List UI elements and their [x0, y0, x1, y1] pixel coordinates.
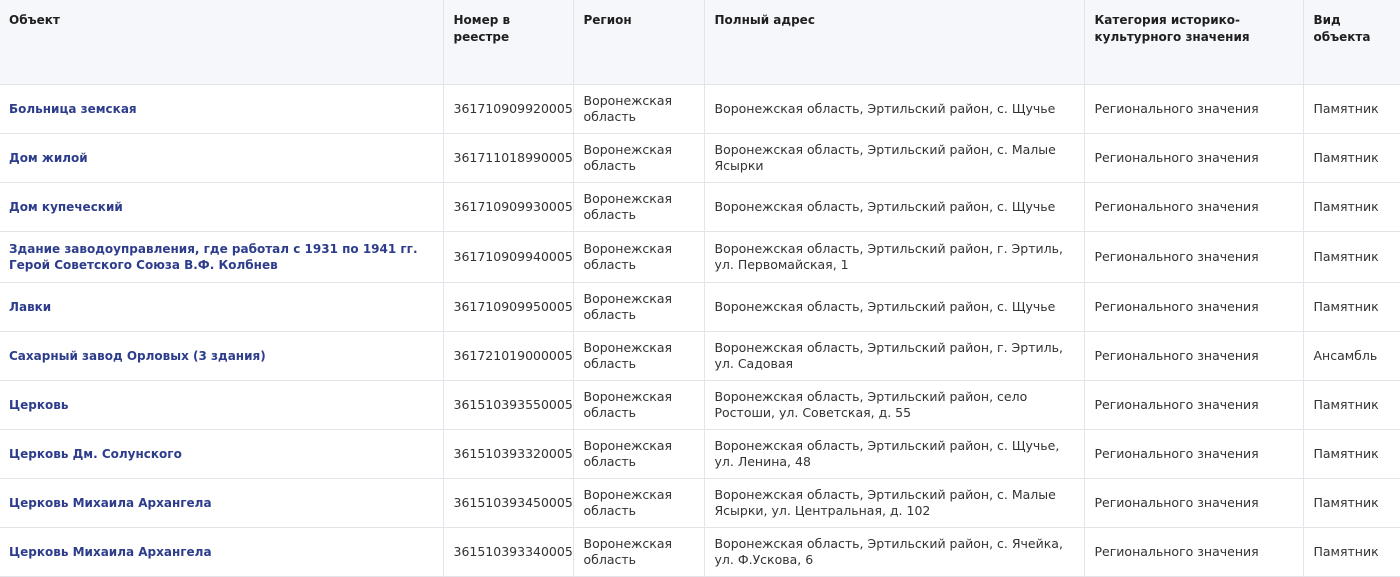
- category-cell: Регионального значения: [1084, 84, 1303, 133]
- address-cell: Воронежская область, Эртильский район, г. Эртиль, ул. Садовая: [704, 331, 1084, 380]
- table-row: [0, 133, 1400, 182]
- object-cell: [0, 331, 443, 380]
- table-row: [0, 231, 1400, 282]
- reg-number-cell: 361710909920005: [443, 84, 573, 133]
- type-cell: Памятник: [1303, 231, 1400, 282]
- table-body: [0, 84, 1400, 576]
- object-cell: [0, 380, 443, 429]
- column-header-object[interactable]: Объект: [0, 0, 443, 84]
- address-cell: Воронежская область, Эртильский район, с. Щучье: [704, 84, 1084, 133]
- object-cell: [0, 231, 443, 282]
- table-header: [0, 0, 1400, 84]
- region-cell: Воронежская область: [573, 84, 704, 133]
- region-cell: Воронежская область: [573, 133, 704, 182]
- reg-number-cell: 361510393450005: [443, 478, 573, 527]
- category-cell: Регионального значения: [1084, 429, 1303, 478]
- category-cell: Регионального значения: [1084, 527, 1303, 576]
- table-row: [0, 282, 1400, 331]
- category-cell: Регионального значения: [1084, 331, 1303, 380]
- address-cell: Воронежская область, Эртильский район, село Ростоши, ул. Советская, д. 55: [704, 380, 1084, 429]
- object-link[interactable]: Церковь Михаила Архангела: [9, 544, 212, 559]
- object-link[interactable]: Лавки: [9, 299, 52, 314]
- table-row: [0, 331, 1400, 380]
- column-header-address[interactable]: Полный адрес: [704, 0, 1084, 84]
- category-cell: Регионального значения: [1084, 282, 1303, 331]
- column-header-category[interactable]: Категория историко-культурного значения: [1084, 0, 1303, 84]
- address-cell: Воронежская область, Эртильский район, г. Эртиль, ул. Первомайская, 1: [704, 231, 1084, 282]
- address-cell: Воронежская область, Эртильский район, с. Ячейка, ул. Ф.Ускова, 6: [704, 527, 1084, 576]
- region-cell: Воронежская область: [573, 282, 704, 331]
- object-link[interactable]: Сахарный завод Орловых (3 здания): [9, 348, 266, 363]
- table-row: [0, 478, 1400, 527]
- reg-number-cell: 361710909930005: [443, 182, 573, 231]
- object-link[interactable]: Церковь Дм. Солунского: [9, 446, 182, 461]
- object-link[interactable]: Дом купеческий: [9, 199, 123, 214]
- category-cell: Регионального значения: [1084, 478, 1303, 527]
- column-header-type[interactable]: Вид объекта: [1303, 0, 1400, 84]
- reg-number-cell: 361721019000005: [443, 331, 573, 380]
- object-link[interactable]: Дом жилой: [9, 150, 88, 165]
- address-cell: Воронежская область, Эртильский район, с. Щучье: [704, 282, 1084, 331]
- address-cell: Воронежская область, Эртильский район, с. Щучье, ул. Ленина, 48: [704, 429, 1084, 478]
- object-link[interactable]: Церковь Михаила Архангела: [9, 495, 212, 510]
- region-cell: Воронежская область: [573, 429, 704, 478]
- reg-number-cell: 361711018990005: [443, 133, 573, 182]
- region-cell: Воронежская область: [573, 331, 704, 380]
- type-cell: Ансамбль: [1303, 331, 1400, 380]
- type-cell: Памятник: [1303, 380, 1400, 429]
- category-cell: Регионального значения: [1084, 231, 1303, 282]
- type-cell: Памятник: [1303, 133, 1400, 182]
- object-link[interactable]: Больница земская: [9, 101, 137, 116]
- reg-number-cell: 361710909950005: [443, 282, 573, 331]
- type-cell: Памятник: [1303, 527, 1400, 576]
- type-cell: Памятник: [1303, 282, 1400, 331]
- address-cell: Воронежская область, Эртильский район, с. Малые Ясырки: [704, 133, 1084, 182]
- reg-number-cell: 361710909940005: [443, 231, 573, 282]
- column-header-region[interactable]: Регион: [573, 0, 704, 84]
- region-cell: Воронежская область: [573, 182, 704, 231]
- object-cell: [0, 527, 443, 576]
- table-row: [0, 380, 1400, 429]
- object-link[interactable]: Здание заводоуправления, где работал с 1931 по 1941 гг. Герой Советского Союза В.Ф. Колбнев: [9, 241, 418, 272]
- table-row: [0, 527, 1400, 576]
- region-cell: Воронежская область: [573, 380, 704, 429]
- type-cell: Памятник: [1303, 478, 1400, 527]
- type-cell: Памятник: [1303, 429, 1400, 478]
- category-cell: Регионального значения: [1084, 182, 1303, 231]
- region-cell: Воронежская область: [573, 478, 704, 527]
- reg-number-cell: 361510393340005: [443, 527, 573, 576]
- category-cell: Регионального значения: [1084, 133, 1303, 182]
- region-cell: Воронежская область: [573, 527, 704, 576]
- reg-number-cell: 361510393550005: [443, 380, 573, 429]
- type-cell: Памятник: [1303, 182, 1400, 231]
- category-cell: Регионального значения: [1084, 380, 1303, 429]
- object-cell: [0, 478, 443, 527]
- address-cell: Воронежская область, Эртильский район, с. Щучье: [704, 182, 1084, 231]
- reg-number-cell: 361510393320005: [443, 429, 573, 478]
- region-cell: Воронежская область: [573, 231, 704, 282]
- object-cell: [0, 429, 443, 478]
- header-row: [0, 0, 1400, 84]
- object-cell: [0, 133, 443, 182]
- object-cell: [0, 182, 443, 231]
- address-cell: Воронежская область, Эртильский район, с. Малые Ясырки, ул. Центральная, д. 102: [704, 478, 1084, 527]
- object-cell: [0, 282, 443, 331]
- object-cell: [0, 84, 443, 133]
- object-link[interactable]: Церковь: [9, 397, 69, 412]
- table-row: [0, 84, 1400, 133]
- table-row: [0, 429, 1400, 478]
- type-cell: Памятник: [1303, 84, 1400, 133]
- column-header-reg-number[interactable]: Номер в реестре: [443, 0, 573, 84]
- table-row: [0, 182, 1400, 231]
